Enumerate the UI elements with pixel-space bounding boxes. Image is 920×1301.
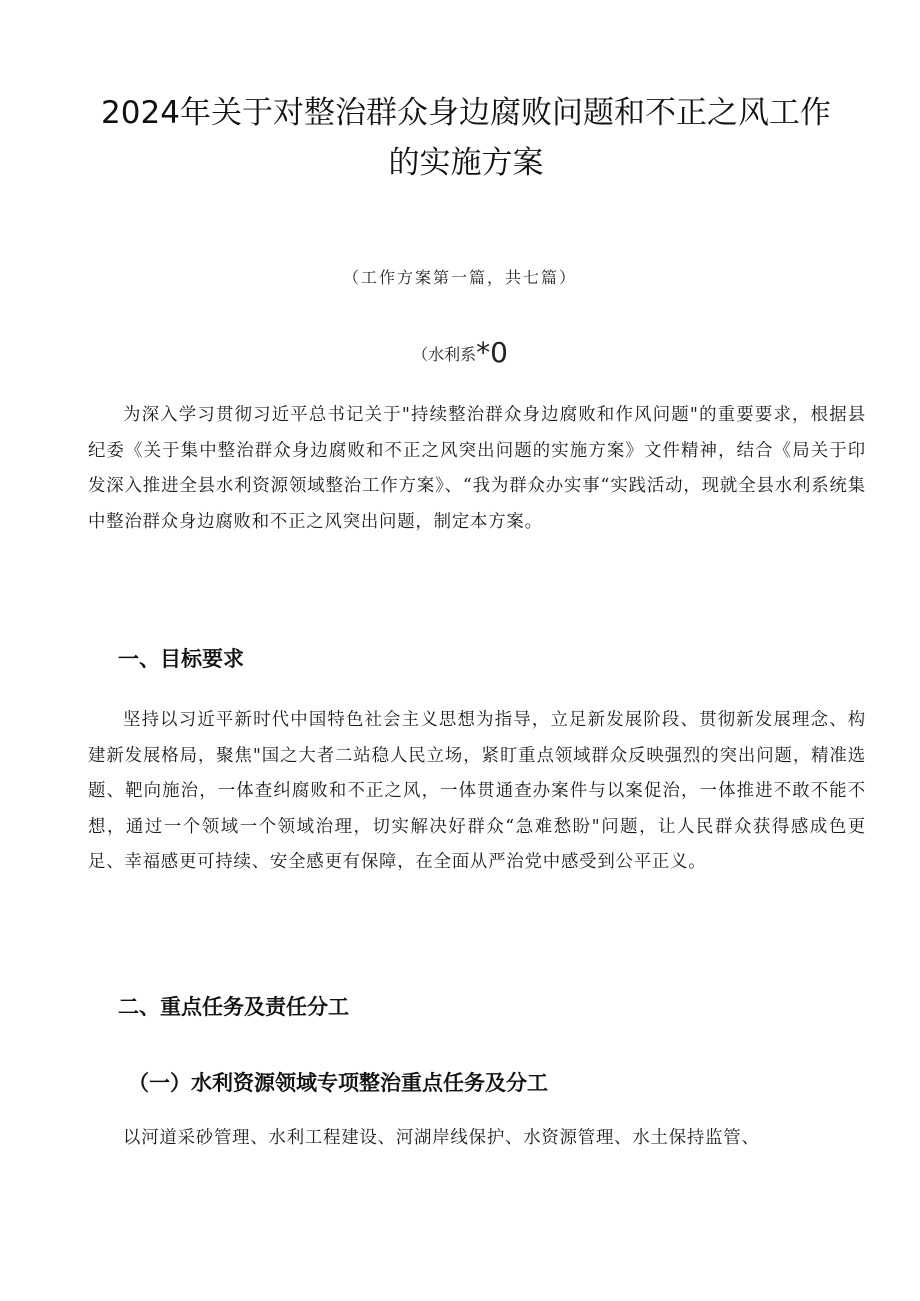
tasks-paragraph: 以河道采砂管理、水利工程建设、河湖岸线保护、水资源管理、水土保持监管、: [123, 1128, 760, 1148]
department-mark: *0: [476, 336, 508, 369]
section-heading-goals: 一、目标要求: [118, 647, 244, 671]
subsection-heading-water-resources: （一）水利资源领域专项整治重点任务及分工: [128, 1071, 548, 1095]
department-line: [0, 336, 920, 372]
document-subtitle: （工作方案第一篇，共七篇）: [342, 268, 577, 287]
department-label: （水利系: [412, 345, 477, 364]
document-title: 2024年关于对整治群众身边腐败问题和不正之风工作的实施方案: [101, 95, 831, 181]
section-heading-tasks: 二、重点任务及责任分工: [118, 995, 349, 1019]
intro-paragraph: 为深入学习贯彻习近平总书记关于"持续整治群众身边腐败和作风问题"的重要要求，根据县纪委《关于集中整治群众身边腐败和不正之风突出问题的实施方案》文件精神，结合《局关于印发深入推进全县水利资源领域整治工作方案》、“我为群众办实事“实践活动，现就全县水利系统集中整治群众身边腐败和不正之风突出问题，制定本方案。: [88, 405, 866, 532]
goal-paragraph: 坚持以习近平新时代中国特色社会主义思想为指导，立足新发展阶段、贯彻新发展理念、构建新发展格局，聚焦"国之大者二站稳人民立场，紧盯重点领域群众反映强烈的突出问题，精准选题、靶向施治，一体查纠腐败和不正之风，一体贯通查办案件与以案促治，一体推进不敢不能不想，通过一个领域一个领域治理，切实解决好群众“急难愁盼"问题，让人民群众获得感成色更足、幸福感更可持续、安全感更有保障，在全面从严治党中感受到公平正义。: [88, 710, 866, 872]
